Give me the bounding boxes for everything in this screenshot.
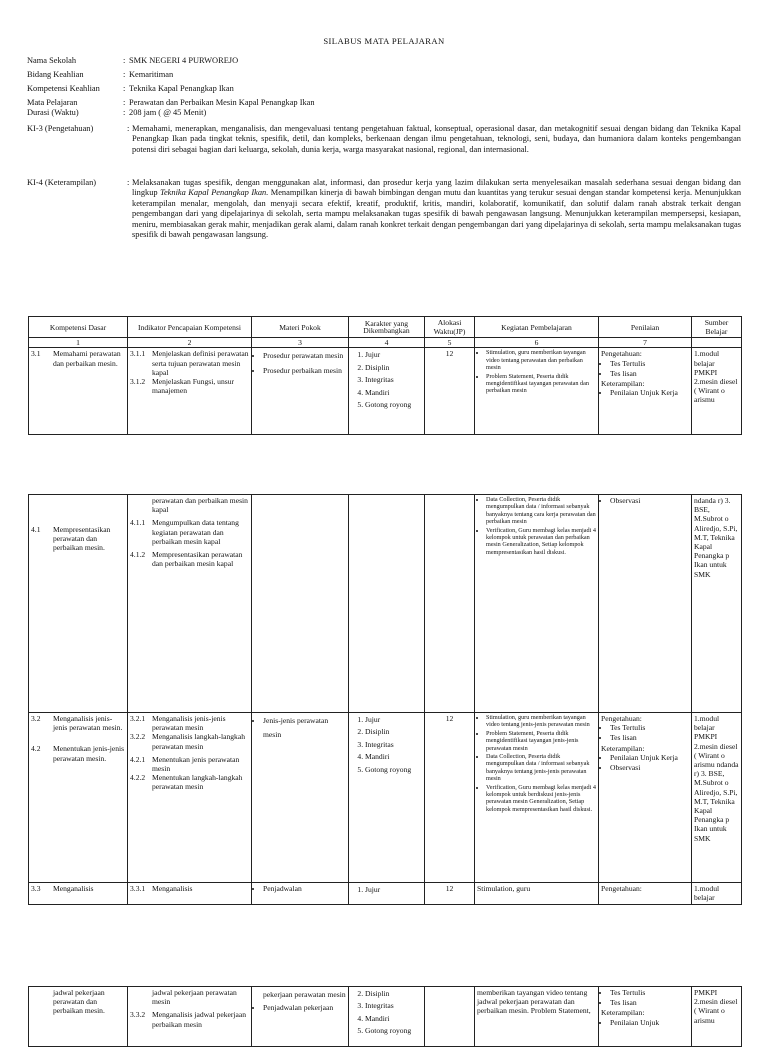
ki3-text: Memahami, menerapkan, menganalisis, dan mengevaluasi tentang pengetahuan faktual, konseptual, operasional dasar, dan metakognitif sesuai dengan bidang dan Teknika Kapal Penangkap Ikan pada tingkat teknis, spesifik, detil, dan kompleks, berkenaan dengan ilmu pengetahuan, teknologi, seni, budaya, dan humaniora dalam konteks pengembangan potensi diri sebagai bagian dari keluarga, sekolah, dunia kerja, warga masyarakat nasional, regional, dan internasional. [132,124,741,154]
page-title: SILABUS MATA PELAJARAN [323,36,445,46]
jp-cell [425,495,475,713]
ipk-cell: 3.3.1 Menganalisis [128,883,252,905]
header-indikator: Indikator Pencapaian Kompetensi [128,317,252,338]
ki3-block: KI-3 (Pengetahuan) : Memahami, menerapkan, menganalisis, dan mengevaluasi tentang pengetahuan faktual, konseptual, operasional dasar, dan metakognitif sesuai dengan bidang dan Teknika Kapal Penangkap Ikan pada tingkat teknis, spesifik, detil, dan kompleks, berkenaan dengan ilmu pengetahuan, teknologi, seni, budaya, dan humaniora dalam konteks pengembangan potensi diri sebagai bagian dari keluarga, sekolah, dunia kerja, warga masyarakat nasional, regional, dan internasional. [27,124,741,154]
kegiatan-cell: • Stimulation, guru memberikan tayangan video tentang perawatan dan perbaikan mesin • Problem Statement, Peserta didik mengidentifikasi tayangan perawatan dan perbaikan mesin [475,348,599,435]
jp-cell: 12 [425,713,475,883]
karakter-cell: 1. Jujur [349,883,425,905]
info-bidang-keahlian: Bidang Keahlian : Kemaritiman [27,70,174,79]
header-sumber: Sumber Belajar [692,317,742,338]
karakter-cell: 1. Jujur 2. Disiplin 3. Integritas 4. Mandiri 5. Gotong royong [349,348,425,435]
materi-cell: • Jenis-jenis perawatan mesin [252,713,349,883]
col-number: 2 [128,338,252,348]
karakter-cell [349,495,425,713]
ki4-block: KI-4 (Keterampilan) : Melaksanakan tugas spesifik, dengan menggunakan alat, informasi, dan prosedur kerja yang lazim dilakukan serta menyelesaikan masalah sederhana sesuai dengan bidang dan lingkup Teknika Kapal Penangkap Ikan. Menampilkan kinerja di bawah bimbingan dengan mutu dan kuantitas yang terukur sesuai dengan standar kompetensi kerja. Menunjukkan keterampilan menalar, mengolah, dan menyaji secara efektif, kreatif, produktif, kritis, mandiri, kolaboratif, komunikatif, dan solutif dalam ranah abstrak terkait dengan pengembangan dari yang dipelajarinya di sekolah, serta mampu melaksanakan tugas spesifik di bawah pengawasan langsung. Menunjukkan keterampilan mempersepsi, kesiapan, meniru, membiasakan gerak mahir, menjadikan gerak alami, dalam ranah konkret terkait dengan pengembangan dari yang dipelajarinya di sekolah, serta mampu melaksanakan tugas spesifik di bawah pengawasan langsung. [27,178,742,240]
header-kegiatan: Kegiatan Pembelajaran [475,317,599,338]
col-number [692,338,742,348]
ipk-cell: 3.2.1 Menganalisis jenis-jenis perawatan mesin 3.2.2 Menganalisis langkah-langkah perawatan mesin 4.2.1 Menentukan jenis perawatan mesin 4.2.2 Menentukan langkah-langkah perawatan mesin [128,713,252,883]
materi-cell: pekerjaan perawatan mesin • Penjadwalan pekerjaan [252,987,349,1047]
header-alokasi: Alokasi Waktu(JP) [425,317,475,338]
header-karakter: Karakter yang Dikembangkan [349,317,425,338]
kd-cell: jadwal pekerjaan perawatan dan perbaikan mesin. [29,987,128,1047]
materi-cell: • Prosedur perawatan mesin • Prosedur perbaikan mesin [252,348,349,435]
materi-cell [252,495,349,713]
ki3-label: KI-3 (Pengetahuan) [27,124,94,133]
jp-cell [425,987,475,1047]
penilaian-cell: Pengetahuan: [599,883,692,905]
col-number: 7 [599,338,692,348]
kegiatan-cell: Stimulation, guru [475,883,599,905]
header-penilaian: Penilaian [599,317,692,338]
karakter-cell: 1. Jujur 2. Disiplin 3. Integritas 4. Mandiri 5. Gotong royong [349,713,425,883]
sumber-cell: 1.modul belajar PMKPI 2.mesin diesel ( Wirant o arismu ndanda r) 3. BSE, M.Subrot o Aliredjo, S.Pi, M.T, Teknika Kapal Penangka p Ikan untuk SMK [692,713,742,883]
info-nama-sekolah: Nama Sekolah : SMK NEGERI 4 PURWOREJO [27,56,239,65]
penilaian-cell: • Observasi [599,495,692,713]
jp-cell: 12 [425,348,475,435]
materi-cell: • Penjadwalan [252,883,349,905]
syllabus-table-2 [28,494,742,905]
jp-cell: 12 [425,883,475,905]
syllabus-table-1 [28,316,742,435]
karakter-cell: 2. Disiplin 3. Integritas 4. Mandiri 5. Gotong royong [349,987,425,1047]
kd-cell: 4.1 Mempresentasikan perawatan dan perbaikan mesin. [29,495,128,713]
header-kompetensi-dasar: Kompetensi Dasar [29,317,128,338]
ipk-cell: 3.1.1 Menjelaskan definisi perawatan serta tujuan perawatan mesin kapal 3.1.2 Menjelaskan Fungsi, unsur manajemen [128,348,252,435]
penilaian-cell: • Tes Tertulis • Tes lisan Keterampilan: • Penilaian Unjuk [599,987,692,1047]
ipk-cell: perawatan dan perbaikan mesin kapal 4.1.1 Mengumpulkan data tentang kegiatan perawatan dan perbaikan mesin kapal 4.1.2 Mempresentasikan perawatan dan perbaikan mesin kapal [128,495,252,713]
col-number: 1 [29,338,128,348]
col-number: 3 [252,338,349,348]
penilaian-cell: Pengetahuan: • Tes Tertulis • Tes lisan Keterampilan: • Penilaian Unjuk Kerja [599,348,692,435]
kegiatan-cell: • Data Collection, Peserta didik mengumpulkan data / informasi sebanyak banyaknya tentang cara kerja perawatan dan perbaikan mesin • Verification, Guru membagi kelas menjadi 4 kelompok untuk perawatan dan perbaikan mesin Generalization, Setiap kelompok mempresentasikan hasil diskusi. [475,495,599,713]
sumber-cell: 1.modul belajar PMKPI 2.mesin diesel ( Wirant o arismu [692,348,742,435]
sumber-cell: 1.modul belajar [692,883,742,905]
sumber-cell: ndanda r) 3. BSE, M.Subrot o Aliredjo, S.Pi, M.T, Teknika Kapal Penangka p Ikan untuk SMK [692,495,742,713]
ki4-text: Melaksanakan tugas spesifik, dengan menggunakan alat, informasi, dan prosedur kerja yang lazim dilakukan serta menyelesaikan masalah sederhana sesuai dengan bidang dan lingkup Teknika Kapal Penangkap Ikan. Menampilkan kinerja di bawah bimbingan dengan mutu dan kuantitas yang terukur sesuai dengan standar kompetensi kerja. Menunjukkan keterampilan menalar, mengolah, dan menyaji secara efektif, kreatif, produktif, kritis, mandiri, kolaboratif, komunikatif, dan solutif dalam ranah abstrak terkait dengan pengembangan dari yang dipelajarinya di sekolah, serta mampu melaksanakan tugas spesifik di bawah pengawasan langsung. Menunjukkan keterampilan mempersepsi, kesiapan, meniru, membiasakan gerak mahir, menjadikan gerak alami, dalam ranah konkret terkait dengan pengembangan dari yang dipelajarinya di sekolah, serta mampu melaksanakan tugas spesifik di bawah pengawasan langsung. [132,178,742,240]
header-materi-pokok: Materi Pokok [252,317,349,338]
col-number: 5 [425,338,475,348]
syllabus-table-3 [28,986,742,1047]
kd-cell: 3.1 Memahami perawatan dan perbaikan mesin. [29,348,128,435]
penilaian-cell: Pengetahuan: • Tes Tertulis • Tes lisan Keterampilan: • Penilaian Unjuk Kerja • Observasi [599,713,692,883]
col-number: 4 [349,338,425,348]
ipk-cell: jadwal pekerjaan perawatan mesin 3.3.2 Menganalisis jadwal pekerjaan perbaikan mesin [128,987,252,1047]
info-durasi: Durasi (Waktu) : 208 jam ( @ 45 Menit) [27,108,207,117]
kd-cell: 3.3 Menganalisis [29,883,128,905]
info-mata-pelajaran: Mata Pelajaran : Perawatan dan Perbaikan Mesin Kapal Penangkap Ikan [27,98,315,107]
col-number: 6 [475,338,599,348]
sumber-cell: PMKPI 2.mesin diesel ( Wirant o arismu [692,987,742,1047]
info-kompetensi-keahlian: Kompetensi Keahlian : Teknika Kapal Penangkap Ikan [27,84,234,93]
kegiatan-cell: • Stimulation, guru memberikan tayangan video tentang jenis-jenis perawatan mesin • Problem Statement, Peserta didik mengidentifikasi tayangan jenis-jenis perawatan mesin • Data Collection, Peserta didik mengumpulkan data / informasi sebanyak banyaknya tentang jenis-jenis perawatan mesin • Verification, Guru membagi kelas menjadi 4 kelompok untuk berdiskusi jenis-jenis perawatan mesin Generalization, Setiap kelompok mempresentasikan hasil diskusi. [475,713,599,883]
ki4-label: KI-4 (Keterampilan) [27,178,97,187]
kegiatan-cell: memberikan tayangan video tentang jadwal pekerjaan perawatan dan perbaikan mesin. Problem Statement, [475,987,599,1047]
kd-cell: 3.2 Menganalisis jenis-jenis perawatan mesin. 4.2 Menentukan jenis-jenis perawatan mesin. [29,713,128,883]
